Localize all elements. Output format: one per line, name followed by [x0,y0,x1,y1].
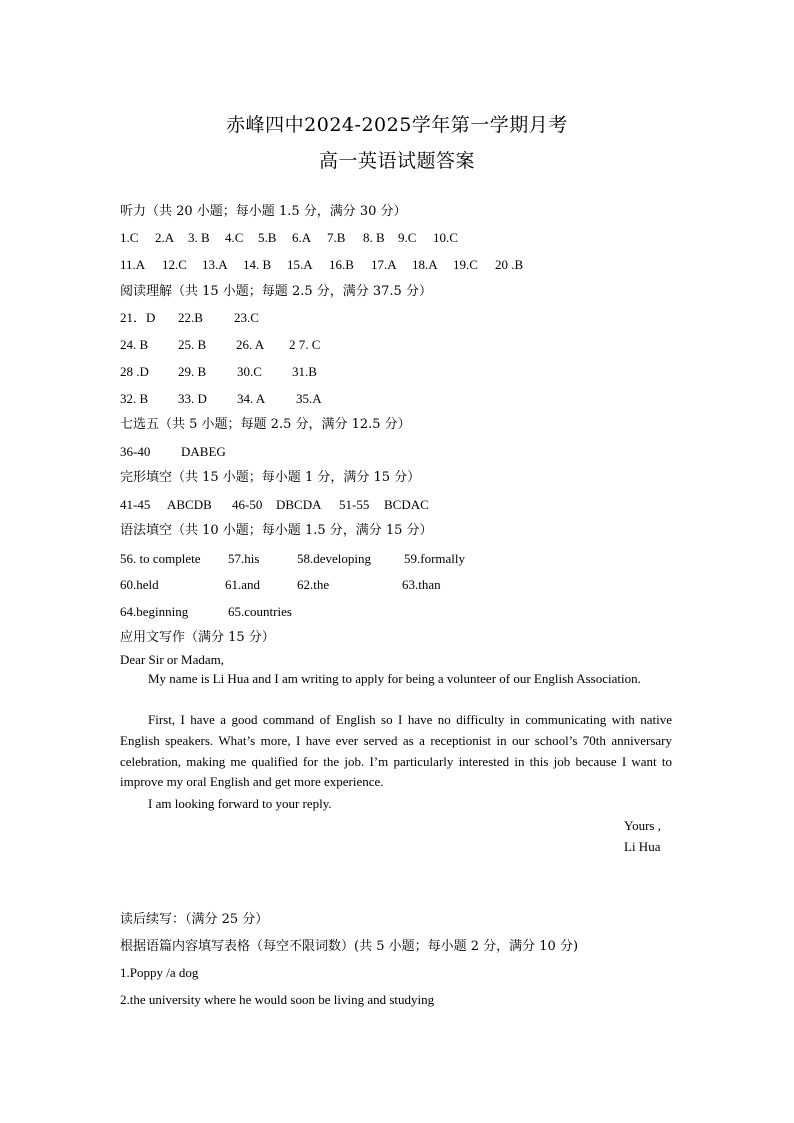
answer-item: 28 .D [120,364,149,379]
answer-item: 7.B [327,230,346,245]
letter-greeting: Dear Sir or Madam, [120,652,224,667]
cloze-heading: 完形填空（共 15 小题；每小题 1 分，满分 15 分） [120,470,421,485]
writing-heading: 应用文写作（满分 15 分） [120,630,275,645]
answer-item: 9.C [398,230,417,245]
answer-item: 8. B [363,230,385,245]
letter-paragraph-1: My name is Li Hua and I am writing to apply for being a volunteer of our English Association. [148,671,641,686]
answer-item: DABEG [181,444,226,459]
listening-answers-row-1 [120,230,680,246]
answer-item: 64.beginning [120,604,189,619]
listening-heading: 听力（共 20 小题；每小题 1.5 分，满分 30 分） [120,204,407,219]
listening-answers-row-2 [120,257,680,273]
continuation-answer-1: 1.Poppy /a dog [120,965,199,980]
answer-item: 65.countries [228,604,292,619]
answer-item: 15.A [287,257,313,272]
answer-item: 24. B [120,337,149,352]
answer-item: BCDAC [384,497,429,512]
answer-item: 60.held [120,577,159,592]
continuation-answer-2: 2.the university where he would soon be living and studying [120,992,435,1007]
reading-answers-row-2 [120,337,680,353]
answer-item: 32. B [120,391,149,406]
answer-item: 33. D [178,391,207,406]
answer-range: 46-50 [232,497,263,512]
seven-five-heading: 七选五（共 5 小题；每题 2.5 分，满分 12.5 分） [120,417,411,432]
answer-item: 62.the [297,577,330,592]
answer-item: 30.C [237,364,262,379]
answer-item: 59.formally [404,551,466,566]
continuation-heading: 读后续写：（满分 25 分） [120,912,269,927]
answer-item: 25. B [178,337,207,352]
answer-item: 29. B [178,364,207,379]
reading-answers-row-1 [120,310,680,326]
answer-item: 12.C [162,257,187,272]
grammar-heading: 语法填空（共 10 小题；每小题 1.5 分，满分 15 分） [120,523,433,538]
letter-closing: Yours , [624,818,661,833]
answer-item: 57.his [228,551,260,566]
answer-item: 21．D [120,310,156,325]
answer-item: 13.A [202,257,228,272]
answer-item: 3. B [188,230,210,245]
letter-paragraph-3: I am looking forward to your reply. [148,796,332,811]
answer-item: 4.C [225,230,244,245]
answer-item: 56. to complete [120,551,201,566]
answer-item: 2 7. C [289,337,321,352]
answer-item: 20 .B [495,257,524,272]
reading-heading: 阅读理解（共 15 小题；每题 2.5 分，满分 37.5 分） [120,284,432,299]
answer-item: 19.C [453,257,478,272]
answer-item: 17.A [371,257,397,272]
answer-item: 31.B [292,364,317,379]
answer-range: 36-40 [120,444,151,459]
answer-item: 23.C [234,310,259,325]
answer-item: 61.and [225,577,261,592]
answer-item: 35.A [296,391,322,406]
exam-title: 赤峰四中2024-2025学年第一学期月考 [226,114,568,136]
answer-item: 14. B [243,257,272,272]
answer-item: 63.than [402,577,441,592]
answer-item: 1.C [120,230,139,245]
answer-item: DBCDA [276,497,322,512]
grammar-answers-row-2 [120,577,680,593]
answer-range: 51-55 [339,497,370,512]
letter-signature: Li Hua [624,839,661,854]
grammar-answers-row-3 [120,604,680,620]
letter-paragraph-2: First, I have a good command of English so I have no difficulty in communicating with native English speakers. What’s more, I have ever served as a receptionist in our school’s 70th anniversary celebration, making me qualified for the job. I’m particularly interested in this job because I want to improve my oral English and get more experience. [120,712,672,790]
answer-item: ABCDB [167,497,212,512]
answer-item: 26. A [236,337,265,352]
answer-item: 6.A [292,230,312,245]
reading-answers-row-4 [120,391,680,407]
answer-range: 41-45 [120,497,151,512]
answer-item: 10.C [433,230,458,245]
reading-answers-row-3 [120,364,680,380]
seven-five-answers [120,444,680,460]
answer-item: 5.B [258,230,277,245]
answer-item: 22.B [178,310,203,325]
answer-item: 18.A [412,257,438,272]
answer-item: 34. A [237,391,266,406]
cloze-answers [120,497,680,513]
continuation-subheading: 根据语篇内容填写表格（每空不限词数）(共 5 小题；每小题 2 分，满分 10 分) [120,939,579,954]
answer-item: 11.A [120,257,146,272]
answer-item: 2.A [155,230,175,245]
exam-subtitle: 高一英语试题答案 [318,150,475,172]
answer-item: 58.developing [297,551,372,566]
grammar-answers-row-1 [120,551,680,567]
answer-item: 16.B [329,257,354,272]
